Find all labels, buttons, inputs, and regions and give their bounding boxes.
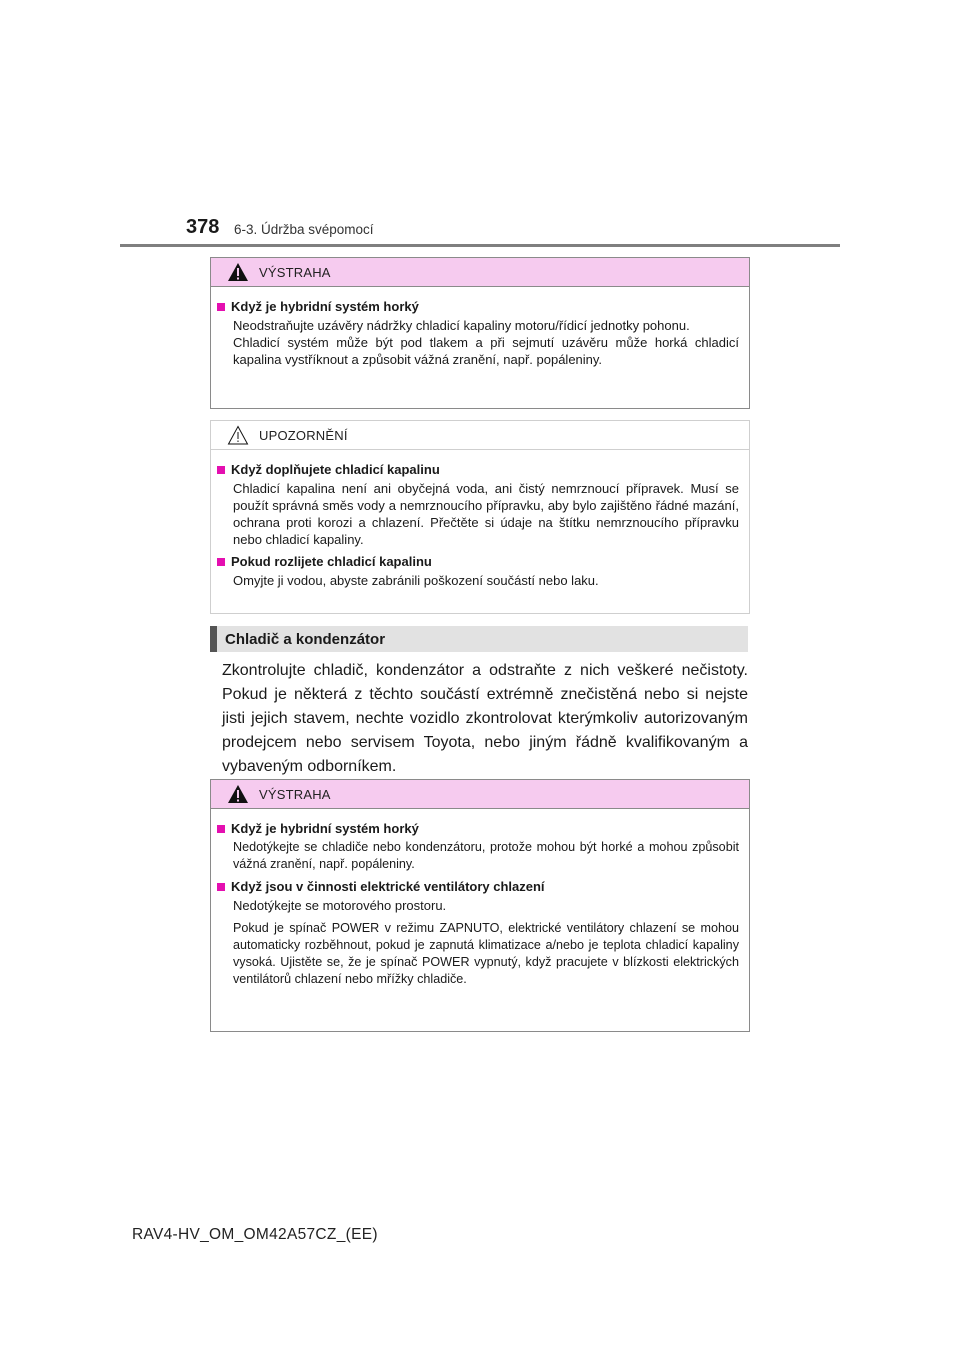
caution-box-title: UPOZORNĚNÍ: [259, 427, 348, 443]
warning-box-body: [211, 809, 749, 1008]
square-bullet-icon: [217, 825, 225, 833]
item-heading-text: Pokud rozlijete chladicí kapalinu: [231, 554, 432, 569]
footer-code: RAV4-HV_OM_OM42A57CZ_(EE): [132, 1226, 378, 1243]
warning-box-2: [210, 779, 750, 1032]
warning-box-title: VÝSTRAHA: [259, 264, 331, 280]
warning-box-1: [210, 257, 750, 409]
warning-triangle-filled-icon: [227, 784, 249, 804]
section-title: 6-3. Údržba svépomocí: [234, 222, 374, 237]
item-heading: [217, 821, 739, 836]
warning-box-body: [211, 287, 749, 388]
item-text: Nedotýkejte se chladiče nebo kondenzátoru, protože mohou být horké a mohou způsobit vážná zranění, např. popáleniny.: [233, 840, 739, 871]
item-text: Pokud je spínač POWER v režimu ZAPNUTO, elektrické ventilátory chlazení se mohou automaticky rozběhnout, pokud je zapnutá klimatizace a/nebo je teplota chladicí kapaliny vysoká. Ujistěte se, že je spínač POWER vypnutý, když pracujete v blízkosti elektrických ventilátorů chlazení nebo mřížky chladiče.: [233, 921, 739, 986]
warning-box-header: [211, 780, 749, 809]
item-heading: [217, 879, 739, 894]
warning-triangle-filled-icon: [227, 262, 249, 282]
warning-triangle-outline-icon: [227, 425, 249, 445]
item-heading-text: Když doplňujete chladicí kapalinu: [231, 462, 440, 477]
item-heading: [217, 299, 739, 314]
page-number: 378: [186, 216, 220, 238]
item-text: Omyjte ji vodou, abyste zabránili poškození součástí nebo laku.: [233, 573, 599, 588]
warning-box-header: [211, 258, 749, 287]
square-bullet-icon: [217, 558, 225, 566]
item-heading-text: Když je hybridní systém horký: [231, 821, 419, 836]
caution-box-header: [211, 421, 749, 450]
item-text: Nedotýkejte se motorového prostoru.: [233, 898, 447, 913]
square-bullet-icon: [217, 883, 225, 891]
caution-box-body: [211, 450, 749, 609]
warning-box-title: VÝSTRAHA: [259, 786, 331, 802]
square-bullet-icon: [217, 466, 225, 474]
item-heading: [217, 554, 739, 569]
item-text: Chladicí systém může být pod tlakem a při sejmutí uzávěru může horká chladicí kapalina vystříknout a způsobit vážná zranění, např. popáleniny.: [233, 335, 739, 367]
square-bullet-icon: [217, 303, 225, 311]
section-heading: Chladič a kondenzátor: [210, 626, 748, 652]
item-heading-text: Když je hybridní systém horký: [231, 299, 419, 314]
item-text: Chladicí kapalina není ani obyčejná voda, ani čistý nemrznoucí přípravek. Musí se použít správná směs vody a nemrznoucího přípravku, aby bylo zajištěno řádné mazání, ochrana proti korozi a chlazení. Přečtěte si údaje na štítku nemrznoucího přípravku nebo chladicí kapaliny.: [233, 481, 739, 547]
item-text: Neodstraňujte uzávěry nádržky chladicí kapaliny motoru/řídicí jednotky pohonu.: [233, 318, 690, 333]
caution-box: [210, 420, 750, 614]
header-rule: [120, 244, 840, 247]
item-heading: [217, 462, 739, 477]
body-paragraph: Zkontrolujte chladič, kondenzátor a odstraňte z nich veškeré nečistoty. Pokud je některá z těchto součástí extrémně znečistěná nebo si nejste jisti jejich stavem, nechte vozidlo zkontrolovat kterýmkoliv autorizovaným prodejcem nebo servisem Toyota, nebo jiným řádně kvalifikovaným a vybaveným odborníkem.: [222, 662, 748, 775]
item-heading-text: Když jsou v činnosti elektrické ventilátory chlazení: [231, 879, 545, 894]
